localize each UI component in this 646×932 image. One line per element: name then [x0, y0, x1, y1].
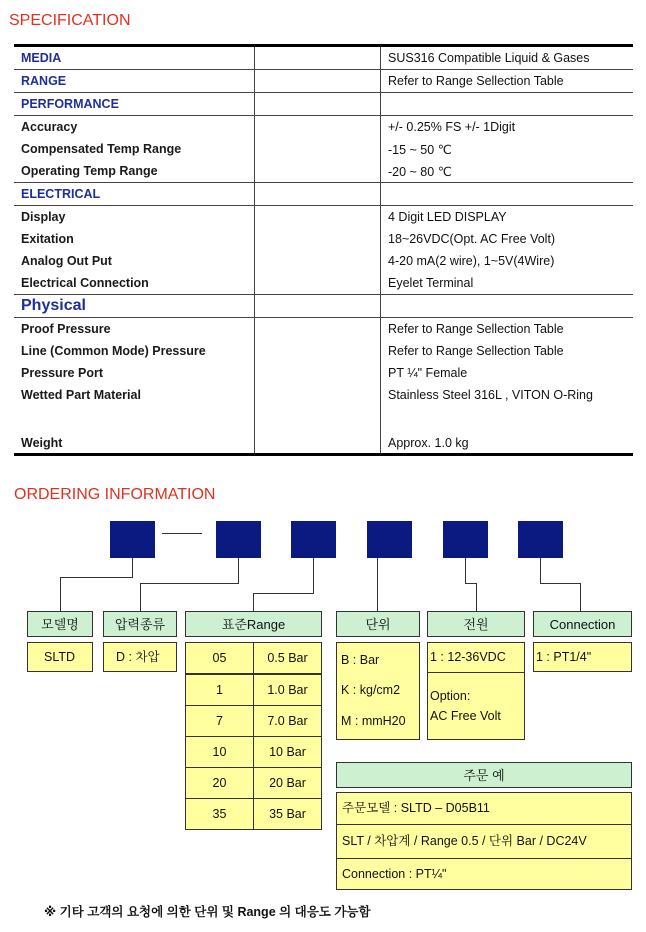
spec-spacer [255, 295, 381, 318]
code-box-model [110, 521, 155, 558]
footnote: ※ 기타 고객의 요청에 의한 단위 및 Range 의 대응도 가능함 [44, 905, 371, 919]
range-code-cell: 1 [185, 674, 254, 706]
code-box-unit [367, 521, 412, 558]
range-bar-cell: 7.0 Bar [253, 705, 322, 737]
spec-row [14, 272, 633, 295]
spec-row [14, 183, 633, 206]
range-bar-cell: 10 Bar [253, 736, 322, 768]
spec-label: Pressure Port [14, 362, 255, 384]
spec-value: SUS316 Compatible Liquid & Gases [381, 46, 634, 70]
spec-label: Line (Common Mode) Pressure [14, 340, 255, 362]
spec-value: 4 Digit LED DISPLAY [388, 210, 507, 224]
spec-spacer [255, 272, 381, 295]
spec-label: Electrical Connection [14, 272, 255, 295]
power-header: 전원 [427, 611, 525, 637]
order-example-header: 주문 예 [336, 762, 632, 788]
spec-row [14, 406, 633, 455]
spec-row [14, 228, 633, 250]
range-bar-cell: 20 Bar [253, 767, 322, 799]
spec-row [14, 70, 633, 93]
spec-value: Eyelet Terminal [381, 272, 634, 295]
spec-label: PERFORMANCE [14, 93, 255, 116]
spec-label: Operating Temp Range [14, 160, 255, 183]
spec-spacer [255, 116, 381, 139]
spec-row [14, 362, 633, 384]
spec-value: Approx. 1.0 kg [388, 436, 469, 450]
spec-label: Compensated Temp Range [14, 138, 255, 160]
range-code-cell: 05 [185, 642, 254, 674]
spec-value: Refer to Range Sellection Table [381, 70, 634, 93]
pressure-type-header: 압력종류 [103, 611, 177, 637]
unit-option-mmh20: M : mmH20 [341, 714, 406, 728]
spec-spacer [255, 160, 381, 183]
spec-label: RANGE [14, 70, 255, 93]
spec-label: Physical [14, 295, 255, 318]
spec-label: MEDIA [14, 46, 255, 70]
spec-label: Exitation [14, 228, 255, 250]
spec-value: -20 ~ 80 ℃ [381, 160, 634, 183]
spec-row [14, 138, 633, 160]
connection-value: 1 : PT1/4" [533, 642, 632, 672]
power-option-dc: 1 : 12-36VDC [427, 642, 525, 673]
order-example-description: SLT / 차압계 / Range 0.5 / 단위 Bar / DC24V [336, 824, 632, 859]
spec-value [381, 93, 634, 116]
unit-options [336, 642, 420, 740]
range-bar-cell: 0.5 Bar [253, 642, 322, 674]
range-code-cell: 7 [185, 705, 254, 737]
spec-spacer [255, 46, 381, 70]
connection-header: Connection [533, 611, 632, 637]
unit-header: 단위 [336, 611, 420, 637]
spec-spacer [255, 318, 381, 341]
spec-spacer [255, 384, 381, 406]
spec-spacer [255, 250, 381, 272]
order-example-connection: Connection : PT¼" [336, 858, 632, 890]
code-box-power [443, 521, 488, 558]
range-code-cell: 35 [185, 798, 254, 830]
spec-spacer [255, 93, 381, 116]
spec-row [14, 93, 633, 116]
spec-spacer [255, 70, 381, 93]
spec-row [14, 116, 633, 139]
unit-option-bar: B : Bar [341, 653, 380, 667]
code-box-connection [518, 521, 563, 558]
spec-value: 4-20 mA(2 wire), 1~5V(4Wire) [388, 254, 555, 268]
spec-row [14, 384, 633, 406]
spec-spacer [255, 206, 381, 229]
specification-table [14, 44, 633, 456]
code-box-pressure-type [216, 521, 261, 558]
spec-row [14, 250, 633, 272]
spec-row [14, 206, 633, 229]
spec-row [14, 340, 633, 362]
spec-label: Display [14, 206, 255, 229]
spec-value: -15 ~ 50 ℃ [388, 142, 452, 157]
spec-spacer [255, 362, 381, 384]
spec-label: Analog Out Put [14, 250, 255, 272]
ordering-information-title: ORDERING INFORMATION [14, 486, 216, 503]
power-option-label: Option: [430, 689, 471, 703]
power-option-ac [427, 672, 525, 740]
spec-row [14, 318, 633, 341]
range-header: 표준Range [185, 611, 322, 637]
spec-label: Proof Pressure [14, 318, 255, 341]
model-value: SLTD [27, 642, 93, 672]
pressure-type-value: D : 차압 [103, 642, 177, 672]
spec-label: ELECTRICAL [14, 183, 255, 206]
code-dash [162, 533, 202, 534]
spec-value: Stainless Steel 316L , VITON O-Ring [388, 388, 593, 402]
range-bar-cell: 1.0 Bar [253, 674, 322, 706]
spec-value [381, 295, 634, 318]
spec-spacer [255, 406, 381, 455]
spec-label: Wetted Part Material [14, 384, 255, 406]
spec-value: PT ¼" Female [388, 366, 468, 380]
spec-row [14, 46, 633, 70]
spec-label: Accuracy [14, 116, 255, 139]
spec-value [381, 183, 634, 206]
spec-label: Weight [14, 406, 255, 455]
range-bar-cell: 35 Bar [253, 798, 322, 830]
power-option-ac-value: AC Free Volt [430, 709, 501, 723]
spec-value: Refer to Range Sellection Table [388, 344, 564, 358]
spec-spacer [255, 183, 381, 206]
unit-option-kgcm2: K : kg/cm2 [341, 683, 401, 697]
spec-spacer [255, 138, 381, 160]
order-example-model: 주문모델 : SLTD – D05B11 [336, 792, 632, 825]
spec-spacer [255, 340, 381, 362]
spec-value: Refer to Range Sellection Table [388, 322, 564, 336]
range-code-cell: 20 [185, 767, 254, 799]
spec-spacer [255, 228, 381, 250]
spec-value: 18~26VDC(Opt. AC Free Volt) [388, 232, 556, 246]
code-box-range [291, 521, 336, 558]
model-header: 모델명 [27, 611, 93, 637]
specification-title: SPECIFICATION [9, 12, 131, 29]
spec-row [14, 160, 633, 183]
spec-value: +/- 0.25% FS +/- 1Digit [388, 120, 516, 134]
range-code-cell: 10 [185, 736, 254, 768]
spec-row [14, 295, 633, 318]
